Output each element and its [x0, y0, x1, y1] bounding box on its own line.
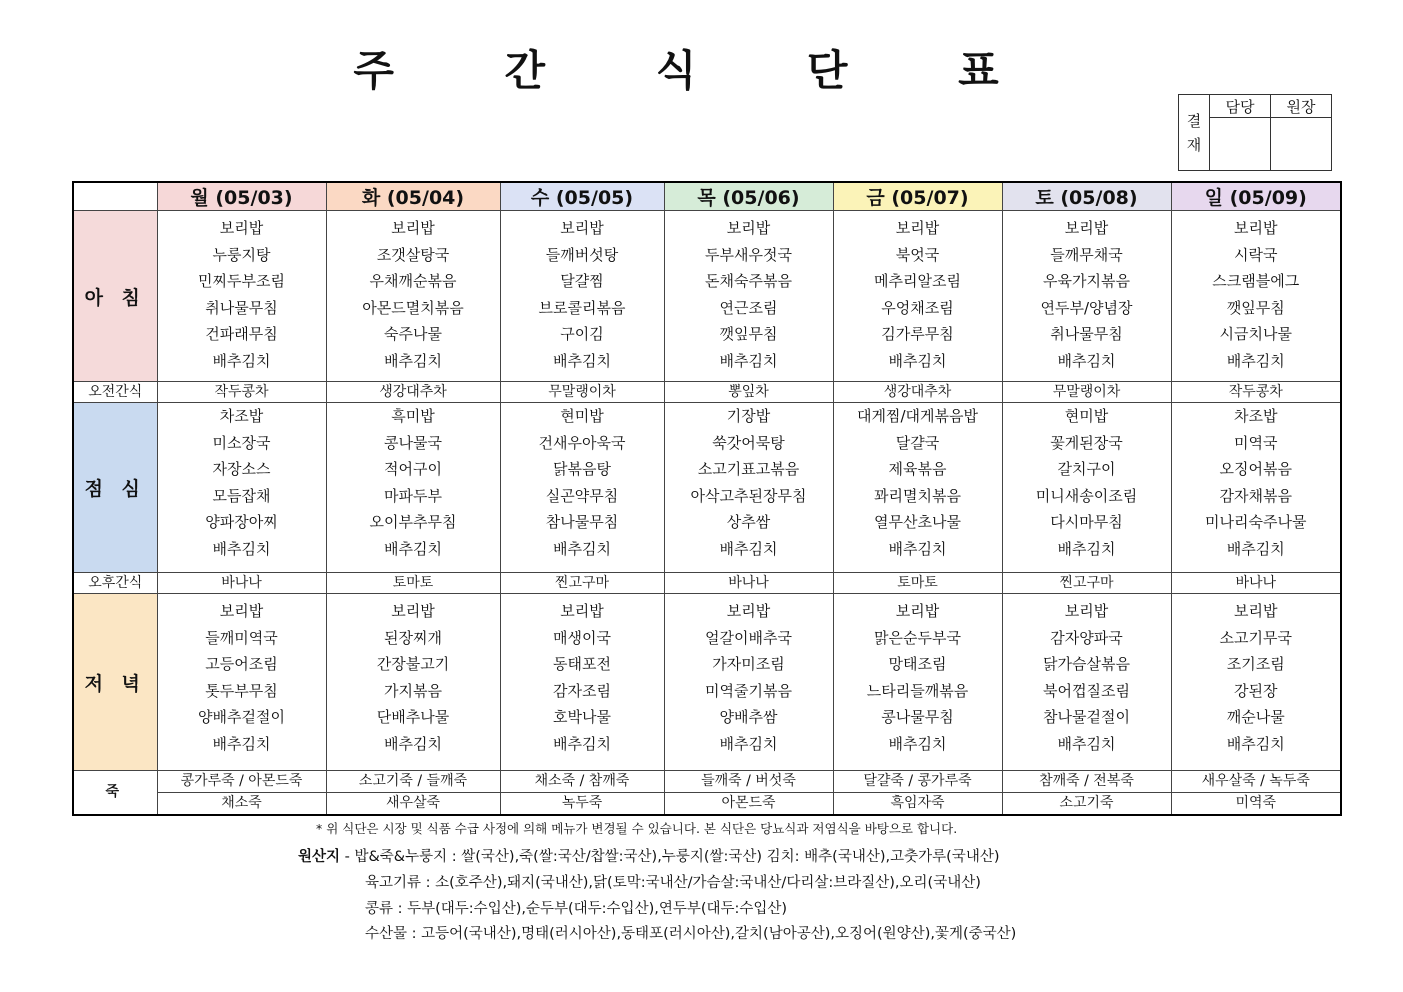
menu-item: 달걀국 [895, 433, 940, 452]
menu-item: 보리밥 [726, 602, 771, 620]
menu-item: 자장소스 [212, 460, 271, 478]
menu-item: 상추쌈 [726, 513, 771, 531]
menu-item: 들깨무채국 [1050, 245, 1123, 264]
pm-snack-sat: 찐고구마 [1002, 573, 1171, 594]
porridge-fri-1: 달걀죽 / 콩가루죽 [833, 771, 1002, 793]
lunch-cell-tue [326, 403, 500, 573]
menu-item: 시락국 [1234, 245, 1278, 264]
menu-item: 깻잎무침 [1226, 298, 1285, 317]
menu-item: 모듬잡채 [212, 486, 271, 505]
menu-item: 망태조림 [888, 655, 947, 673]
menu-item: 닭볶음탕 [553, 460, 611, 478]
origin-rice: - 밥&죽&누룽지 : 쌀(국산),죽(쌀:국산/찹쌀:국산),누룽지(쌀:국산) 김치: 배추(국내산),고춧가루(국내산) [340, 849, 1000, 865]
menu-item: 보리밥 [1234, 219, 1278, 237]
menu-item: 기장밥 [726, 407, 771, 425]
lunch-row [73, 403, 1341, 573]
menu-item: 숙주나물 [384, 325, 442, 343]
menu-item: 실곤약무침 [545, 486, 619, 505]
menu-item: 참나물무침 [545, 513, 619, 531]
menu-item: 시금치나물 [1219, 325, 1292, 343]
menu-item: 보리밥 [726, 219, 771, 237]
menu-item: 보리밥 [219, 602, 264, 620]
porridge-sat-2: 소고기죽 [1002, 793, 1171, 816]
pm-snack-label: 오후간식 [73, 573, 157, 594]
dinner-cell-thu [664, 594, 833, 771]
menu-item: 열무산초나물 [874, 513, 961, 531]
origin-line-1 [298, 845, 1000, 866]
pm-snack-row [73, 573, 1341, 594]
menu-item: 배추김치 [1226, 539, 1285, 558]
weekly-menu-table [72, 181, 1342, 816]
lunch-cell-sun [1171, 403, 1341, 573]
day-header-wed: 수 (05/05) [500, 182, 664, 211]
day-header-fri: 금 (05/07) [833, 182, 1002, 211]
am-snack-tue: 생강대추차 [326, 382, 500, 403]
dinner-cell-fri [833, 594, 1002, 771]
menu-item: 배추김치 [719, 539, 778, 558]
menu-item: 미역국 [1234, 433, 1278, 452]
breakfast-label: 아 침 [73, 211, 157, 382]
menu-item: 제육볶음 [888, 460, 947, 478]
day-header-sun: 일 (05/09) [1171, 182, 1341, 211]
disclaimer-note: * 위 식단은 시장 및 식품 수급 사정에 의해 메뉴가 변경될 수 있습니다. 본 식단은 당뇨식과 저염식을 바탕으로 합니다. [316, 821, 958, 836]
menu-item: 배추김치 [384, 734, 442, 753]
menu-item: 아삭고추된장무침 [690, 486, 807, 505]
porridge-wed-1: 채소죽 / 참깨죽 [500, 771, 664, 793]
menu-item: 취나물무침 [1050, 325, 1123, 343]
menu-item: 콩나물국 [384, 433, 442, 452]
pm-snack-mon: 바나나 [157, 573, 326, 594]
menu-item: 배추김치 [1226, 734, 1285, 753]
breakfast-cell-sun [1171, 211, 1341, 382]
menu-item: 들깨버섯탕 [545, 245, 619, 264]
origin-line-3: 콩류 : 두부(대두:수입산),순두부(대두:수입산),연두부(대두:수입산) [365, 901, 788, 917]
menu-item: 보리밥 [391, 219, 435, 237]
menu-item: 배추김치 [719, 351, 778, 370]
menu-item: 대게찜/대게볶음밥 [857, 407, 978, 425]
menu-item: 깻잎무침 [719, 325, 778, 343]
menu-item: 메추리알조림 [874, 272, 961, 290]
menu-item: 현미밥 [560, 407, 604, 425]
page-title: 주 간 식 단 표 [353, 46, 1047, 95]
lunch-cell-wed [500, 403, 664, 573]
approval-col-director: 원장 [1271, 95, 1332, 118]
menu-item: 쑥갓어묵탕 [712, 433, 785, 452]
menu-item: 배추김치 [212, 351, 271, 370]
menu-item: 보리밥 [219, 219, 264, 237]
menu-item: 고등어조림 [205, 655, 278, 673]
menu-item: 브로콜리볶음 [538, 298, 626, 317]
porridge-mon-1: 콩가루죽 / 아몬드죽 [157, 771, 326, 793]
menu-item: 배추김치 [888, 539, 947, 558]
menu-item: 미나리숙주나물 [1205, 513, 1307, 531]
menu-item: 배추김치 [384, 539, 442, 558]
menu-item: 양파장아찌 [205, 513, 278, 531]
menu-item: 맑은순두부국 [874, 628, 961, 647]
menu-item: 북엇국 [895, 245, 940, 264]
approval-col-manager: 담당 [1210, 95, 1271, 118]
day-header-thu: 목 (05/06) [664, 182, 833, 211]
menu-item: 김가루무침 [881, 325, 954, 343]
lunch-cell-mon [157, 403, 326, 573]
menu-item: 단배추나물 [376, 708, 450, 726]
porridge-label: 죽 [73, 771, 157, 816]
menu-item: 흑미밥 [391, 407, 435, 425]
menu-item: 보리밥 [391, 602, 435, 620]
porridge-row-2 [73, 793, 1341, 816]
porridge-tue-2: 새우살죽 [326, 793, 500, 816]
menu-item: 오이부추무침 [369, 513, 457, 531]
menu-item: 차조밥 [219, 407, 264, 425]
breakfast-cell-mon [157, 211, 326, 382]
am-snack-wed: 무말랭이차 [500, 382, 664, 403]
porridge-tue-1: 소고기죽 / 들깨죽 [326, 771, 500, 793]
pm-snack-fri: 토마토 [833, 573, 1002, 594]
porridge-sun-2: 미역죽 [1171, 793, 1341, 816]
pm-snack-sun: 바나나 [1171, 573, 1341, 594]
dinner-cell-sun [1171, 594, 1341, 771]
menu-item: 북어껍질조림 [1043, 681, 1130, 700]
approval-label: 결 재 [1179, 95, 1210, 171]
breakfast-cell-tue [326, 211, 500, 382]
menu-item: 배추김치 [212, 734, 271, 753]
menu-item: 달걀찜 [560, 272, 604, 290]
breakfast-cell-wed [500, 211, 664, 382]
menu-item: 미소장국 [212, 433, 271, 452]
menu-item: 얼갈이배추국 [705, 628, 792, 647]
breakfast-cell-thu [664, 211, 833, 382]
menu-item: 민찌두부조림 [198, 272, 285, 290]
menu-item: 현미밥 [1064, 407, 1109, 425]
menu-item: 보리밥 [895, 219, 940, 237]
am-snack-sun: 작두콩차 [1171, 382, 1341, 403]
menu-item: 배추김치 [553, 539, 611, 558]
menu-item: 보리밥 [560, 219, 604, 237]
menu-item: 두부새우젓국 [705, 245, 792, 264]
day-header-tue: 화 (05/04) [326, 182, 500, 211]
menu-item: 강된장 [1234, 681, 1278, 700]
menu-item: 조기조림 [1226, 655, 1285, 673]
dinner-cell-mon [157, 594, 326, 771]
menu-item: 보리밥 [560, 602, 604, 620]
menu-item: 양배추겉절이 [198, 708, 285, 726]
menu-item: 톳두부무침 [205, 681, 278, 700]
menu-item: 호박나물 [553, 708, 611, 726]
dinner-cell-tue [326, 594, 500, 771]
menu-item: 차조밥 [1234, 407, 1278, 425]
menu-item: 배추김치 [212, 539, 271, 558]
porridge-row-1 [73, 771, 1341, 793]
menu-item: 소고기표고볶음 [697, 460, 800, 478]
dinner-label: 저 녁 [73, 594, 157, 771]
approval-sign-director [1271, 118, 1332, 171]
menu-item: 동태포전 [553, 655, 611, 673]
menu-item: 들깨미역국 [205, 628, 278, 647]
menu-item: 아몬드멸치볶음 [362, 298, 464, 317]
menu-item: 보리밥 [1234, 602, 1278, 620]
menu-item: 배추김치 [384, 351, 442, 370]
origin-line-2: 육고기류 : 소(호주산),돼지(국내산),닭(토막:국내산/가슴살:국내산/다리살:브라질산),오리(국내산) [365, 875, 981, 891]
menu-item: 느타리들깨볶음 [866, 681, 969, 700]
am-snack-label: 오전간식 [73, 382, 157, 403]
menu-item: 참나물겉절이 [1043, 708, 1130, 726]
menu-item: 연근조림 [719, 298, 778, 317]
menu-item: 보리밥 [1064, 219, 1109, 237]
dinner-row [73, 594, 1341, 771]
menu-item: 배추김치 [719, 734, 778, 753]
menu-item: 건파래무침 [205, 325, 278, 343]
menu-item: 간장불고기 [376, 655, 450, 673]
approval-box [1178, 94, 1332, 171]
porridge-thu-1: 들깨죽 / 버섯죽 [664, 771, 833, 793]
menu-item: 적어구이 [384, 460, 442, 478]
menu-item: 배추김치 [553, 351, 611, 370]
menu-item: 우채깨순볶음 [369, 272, 457, 290]
porridge-fri-2: 흑임자죽 [833, 793, 1002, 816]
menu-item: 양배추쌈 [719, 708, 778, 726]
porridge-sat-1: 참깨죽 / 전복죽 [1002, 771, 1171, 793]
lunch-cell-sat [1002, 403, 1171, 573]
corner-cell [73, 182, 157, 211]
menu-item: 취나물무침 [205, 298, 278, 317]
am-snack-mon: 작두콩차 [157, 382, 326, 403]
menu-item: 다시마무침 [1050, 513, 1123, 531]
menu-item: 배추김치 [888, 351, 947, 370]
menu-item: 깨순나물 [1226, 708, 1285, 726]
breakfast-cell-sat [1002, 211, 1171, 382]
dinner-cell-wed [500, 594, 664, 771]
breakfast-row [73, 211, 1341, 382]
origin-label: 원산지 [298, 849, 341, 865]
menu-item: 감자조림 [553, 681, 611, 700]
menu-item: 조갯살탕국 [376, 245, 450, 264]
am-snack-row [73, 382, 1341, 403]
menu-item: 가자미조림 [712, 655, 785, 673]
menu-item: 소고기무국 [1219, 628, 1292, 647]
menu-item: 마파두부 [384, 486, 442, 505]
lunch-label: 점 심 [73, 403, 157, 573]
menu-item: 돈채숙주볶음 [705, 272, 792, 290]
menu-item: 미역줄기볶음 [705, 681, 792, 700]
dinner-cell-sat [1002, 594, 1171, 771]
menu-item: 구이김 [560, 325, 604, 343]
menu-item: 배추김치 [1057, 351, 1116, 370]
am-snack-fri: 생강대추차 [833, 382, 1002, 403]
am-snack-thu: 뽕잎차 [664, 382, 833, 403]
menu-item: 배추김치 [1057, 734, 1116, 753]
menu-item: 꽃게된장국 [1050, 433, 1123, 452]
breakfast-cell-fri [833, 211, 1002, 382]
menu-item: 연두부/양념장 [1040, 298, 1133, 317]
menu-item: 오징어볶음 [1219, 460, 1292, 478]
porridge-wed-2: 녹두죽 [500, 793, 664, 816]
menu-item: 배추김치 [888, 734, 947, 753]
menu-item: 누룽지탕 [212, 245, 271, 264]
pm-snack-thu: 바나나 [664, 573, 833, 594]
menu-item: 배추김치 [1226, 351, 1285, 370]
menu-item: 감자양파국 [1050, 628, 1123, 647]
menu-item: 감자채볶음 [1219, 486, 1292, 505]
day-header-row [73, 182, 1341, 211]
menu-item: 배추김치 [1057, 539, 1116, 558]
lunch-cell-thu [664, 403, 833, 573]
menu-item: 가지볶음 [384, 681, 442, 700]
menu-item: 건새우아욱국 [538, 433, 626, 452]
origin-line-4: 수산물 : 고등어(국내산),명태(러시아산),동태포(러시아산),갈치(남아공산),오징어(원양산),꽃게(중국산) [365, 926, 1017, 942]
menu-item: 보리밥 [895, 602, 940, 620]
menu-item: 스크램블에그 [1212, 272, 1300, 290]
pm-snack-wed: 찐고구마 [500, 573, 664, 594]
day-header-sat: 토 (05/08) [1002, 182, 1171, 211]
porridge-thu-2: 아몬드죽 [664, 793, 833, 816]
porridge-sun-1: 새우살죽 / 녹두죽 [1171, 771, 1341, 793]
menu-item: 갈치구이 [1057, 460, 1116, 478]
am-snack-sat: 무말랭이차 [1002, 382, 1171, 403]
lunch-cell-fri [833, 403, 1002, 573]
menu-item: 우엉채조림 [881, 298, 954, 317]
menu-item: 된장찌개 [384, 628, 442, 647]
menu-item: 콩나물무침 [881, 708, 954, 726]
menu-item: 매생이국 [553, 628, 611, 647]
menu-item: 닭가슴살볶음 [1043, 655, 1130, 673]
approval-sign-manager [1210, 118, 1271, 171]
porridge-mon-2: 채소죽 [157, 793, 326, 816]
menu-item: 꽈리멸치볶음 [874, 486, 961, 505]
menu-item: 우육가지볶음 [1043, 272, 1130, 290]
menu-item: 배추김치 [553, 734, 611, 753]
menu-item: 미니새송이조림 [1035, 486, 1138, 505]
menu-item: 보리밥 [1064, 602, 1109, 620]
pm-snack-tue: 토마토 [326, 573, 500, 594]
day-header-mon: 월 (05/03) [157, 182, 326, 211]
